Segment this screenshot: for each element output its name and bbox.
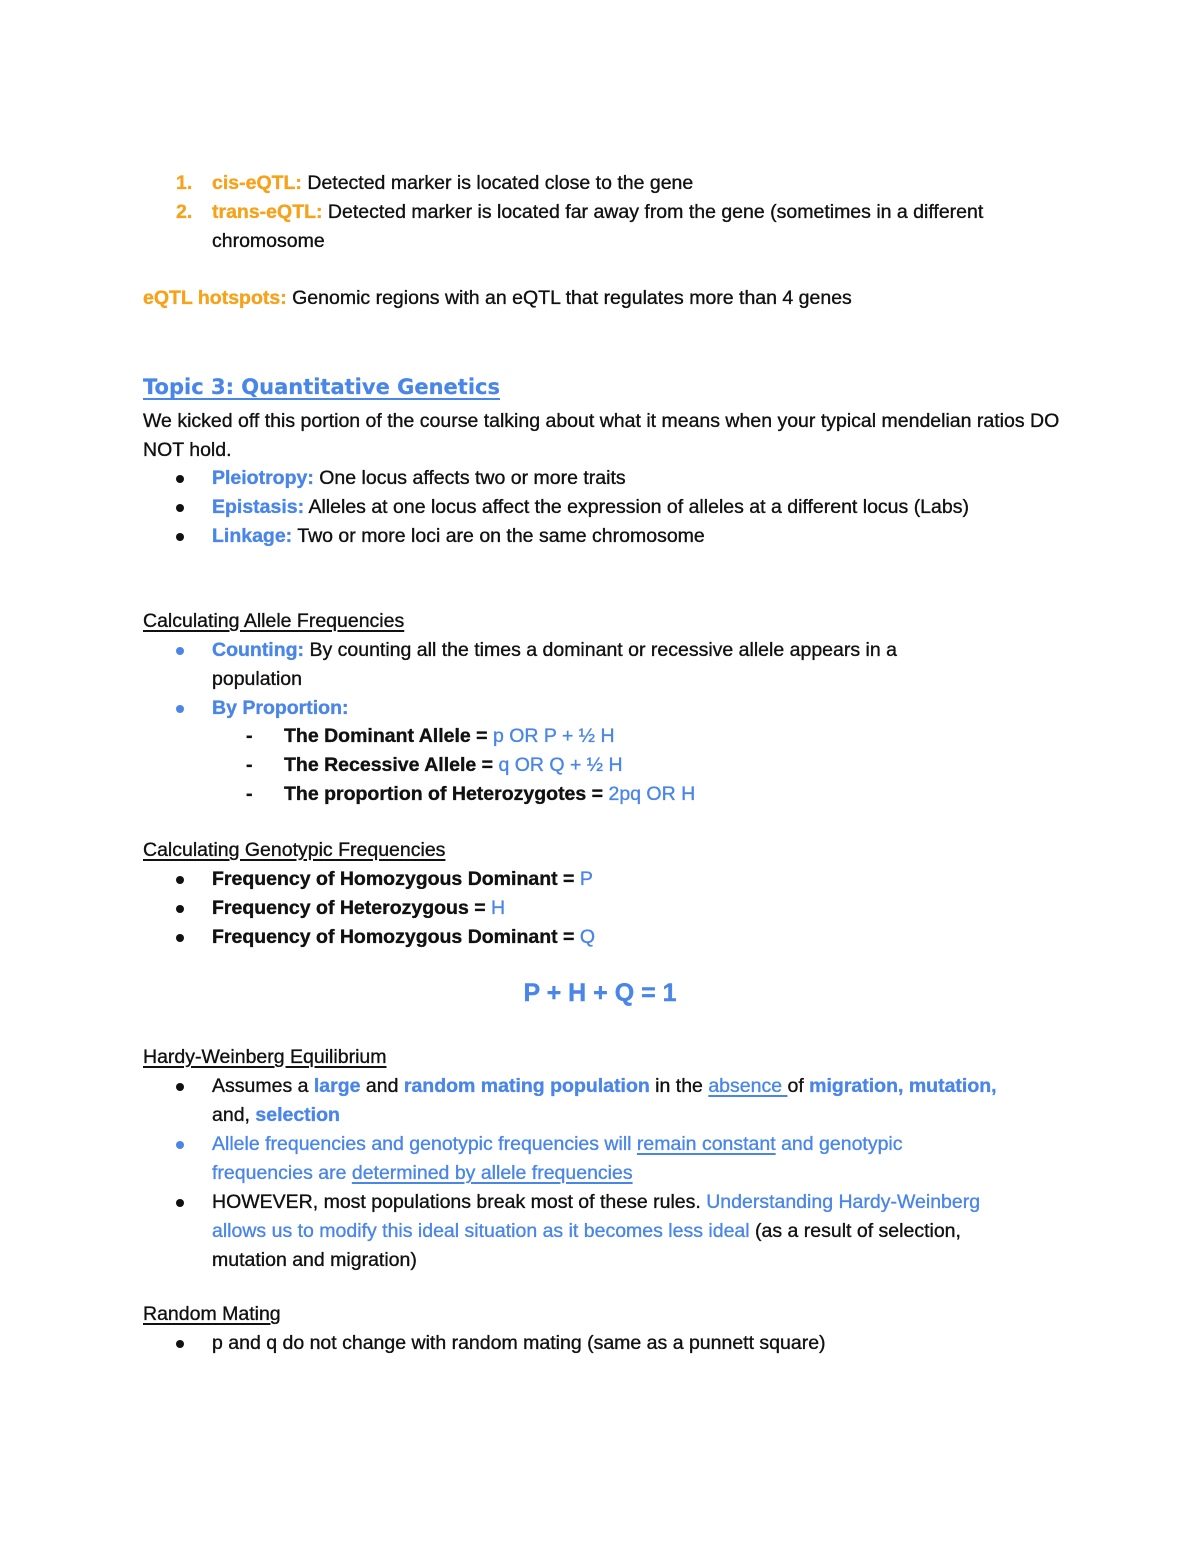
homozygous-dominant-value: P [579,868,593,890]
hw-absence-term: absence [708,1075,788,1097]
hw-random-term: random mating population [403,1075,650,1097]
heterozygotes-value: 2pq OR H [608,783,696,805]
list-item [172,865,1052,894]
heterozygous-label: Frequency of Heterozygous = [212,897,492,919]
bullet-icon [176,876,184,884]
allele-freq-heading: Calculating Allele Frequencies [143,610,405,632]
bullet-icon [176,905,184,913]
counting-term: Counting: [212,639,305,661]
list-item [172,1329,1052,1358]
list-item [172,198,1032,256]
hw-selection-term: selection [255,1104,340,1126]
dominant-allele-value: p OR P + ½ H [492,725,615,747]
bullet-icon [176,705,184,713]
hw-migration-term: migration, mutation, [809,1075,997,1097]
hw-in-the-text: in the [649,1075,709,1097]
hw-understanding-text: Understanding Hardy-Weinberg allows us to modify this ideal situation as it becomes less ideal [212,1191,981,1242]
bullet-icon [176,504,184,512]
bullet-icon [176,1083,184,1091]
list-item [244,722,1064,751]
bullet-icon [176,934,184,942]
list-item [172,169,1032,198]
topic3-intro: We kicked off this portion of the course talking about what it means when your typical mendelian ratios DO NOT hold. [143,410,1060,461]
random-mating-bullets [172,1329,1052,1358]
hw-large-term: large [313,1075,361,1097]
hw-result-text: (as a result of selection, mutation and migration) [212,1220,961,1271]
cis-eqtl-text: Detected marker is located close to the gene [301,172,694,194]
hw-however-text: HOWEVER, most populations break most of these rules. [212,1191,707,1213]
list-item [244,751,1064,780]
bullet-icon [176,1199,184,1207]
list-item [172,636,972,694]
list-item [172,1130,1002,1188]
pleiotropy-text: One locus affects two or more traits [313,467,626,489]
hw-of-text: of [787,1075,810,1097]
list-item [172,1188,1002,1275]
bullet-icon [176,647,184,655]
list-item [172,1072,1002,1130]
list-item [244,780,1064,809]
topic3-bullets [172,464,1052,551]
hw-genotypic-text: and genotypic frequencies are [212,1133,903,1184]
epistasis-term: Epistasis: [212,496,305,518]
trans-eqtl-term: trans-eQTL: [212,201,323,223]
allele-freq-bullets [172,636,972,723]
bullet-icon [176,475,184,483]
homozygous-recessive-value: Q [579,926,595,948]
hw-remain-term: remain constant [636,1133,776,1155]
heterozygous-value: H [491,897,506,919]
recessive-allele-label: The Recessive Allele = [284,754,499,776]
topic3-heading: Topic 3: Quantitative Genetics [143,375,500,399]
hotspots-term: eQTL hotspots: [143,287,287,309]
hardy-weinberg-heading: Hardy-Weinberg Equilibrium [143,1046,387,1068]
counting-text: By counting all the times a dominant or recessive allele appears in a population [212,639,897,690]
recessive-allele-value: q OR Q + ½ H [498,754,623,776]
hardy-weinberg-equation: P + H + Q = 1 [523,979,677,1007]
dash-marker: - [246,754,253,776]
trans-eqtl-text: Detected marker is located far away from the gene (sometimes in a different chromosome [212,201,984,252]
list-item [172,894,1052,923]
proportion-term: By Proportion: [212,697,349,719]
hw-assumes-text: Assumes a [212,1075,314,1097]
hw-allele-text: Allele frequencies and genotypic frequencies will [212,1133,637,1155]
hw-and2-text: and, [212,1104,256,1126]
hw-and-text: and [360,1075,404,1097]
hardy-weinberg-bullets [172,1072,1002,1275]
hotspots-paragraph [143,284,1083,313]
bullet-icon [176,1340,184,1348]
list-item [172,522,1052,551]
genotypic-freq-bullets [172,865,1052,952]
list-item [172,694,972,723]
homozygous-recessive-label: Frequency of Homozygous Dominant = [212,926,580,948]
linkage-term: Linkage: [212,525,293,547]
random-mating-text: p and q do not change with random mating (same as a punnett square) [212,1332,826,1354]
random-mating-heading: Random Mating [143,1303,281,1325]
list-number: 1. [176,172,193,194]
heterozygotes-label: The proportion of Heterozygotes = [284,783,609,805]
dash-marker: - [246,725,253,747]
list-item [172,464,1052,493]
bullet-icon [176,533,184,541]
hw-determined-term: determined by allele frequencies [351,1162,633,1184]
pleiotropy-term: Pleiotropy: [212,467,314,489]
dominant-allele-label: The Dominant Allele = [284,725,493,747]
eqtl-list [172,169,1032,256]
cis-eqtl-term: cis-eQTL: [212,172,302,194]
linkage-text: Two or more loci are on the same chromosome [292,525,705,547]
epistasis-text: Alleles at one locus affect the expression of alleles at a different locus (Labs) [304,496,969,518]
dash-marker: - [246,783,253,805]
genotypic-freq-heading: Calculating Genotypic Frequencies [143,839,446,861]
list-item [172,493,1052,522]
list-number: 2. [176,201,193,223]
proportion-list [244,722,1064,809]
hotspots-text: Genomic regions with an eQTL that regulates more than 4 genes [286,287,852,309]
homozygous-dominant-label: Frequency of Homozygous Dominant = [212,868,580,890]
bullet-icon [176,1141,184,1149]
list-item [172,923,1052,952]
